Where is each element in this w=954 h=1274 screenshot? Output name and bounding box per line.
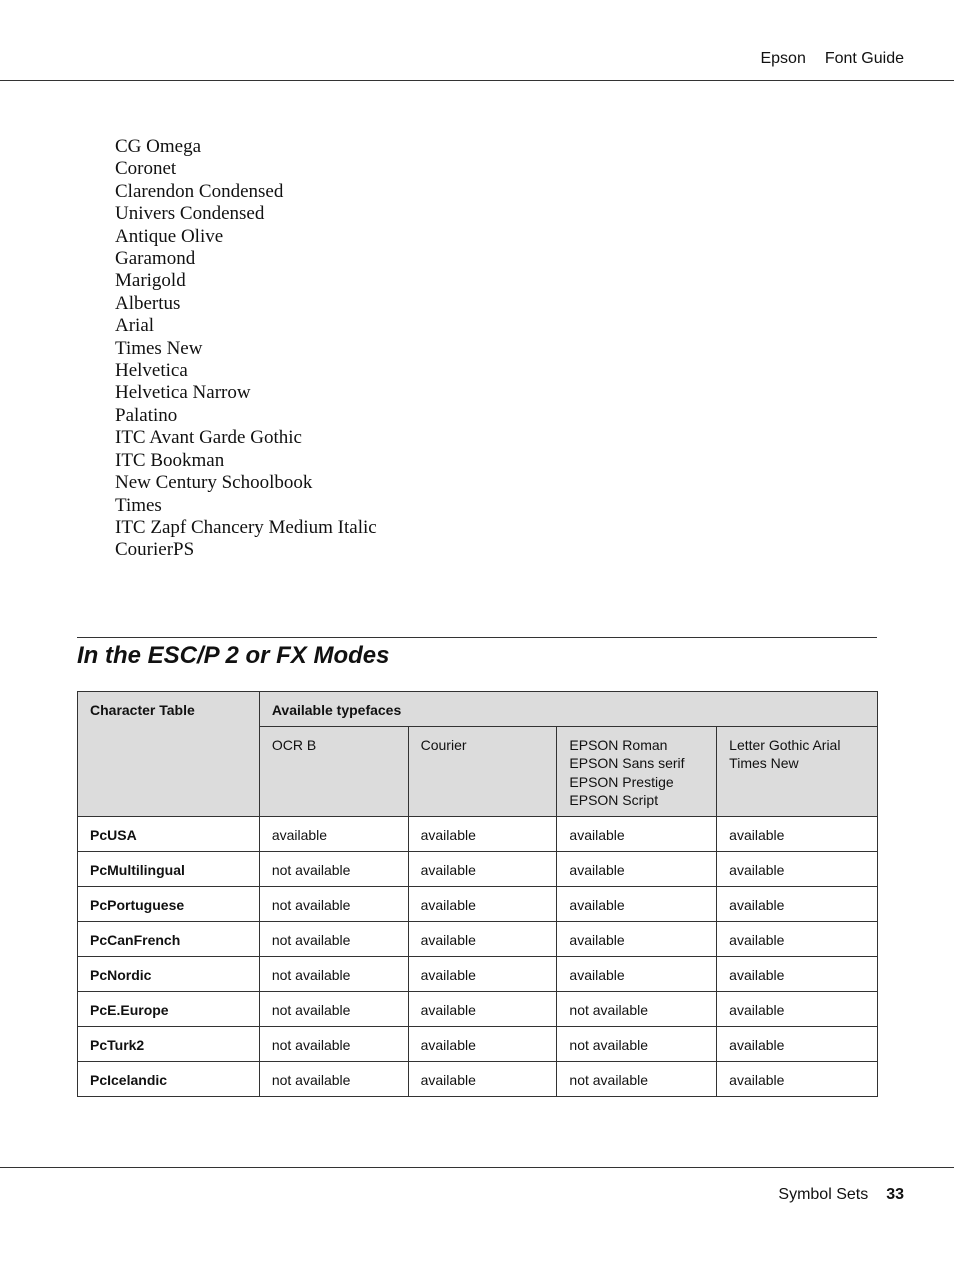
availability-cell: not available bbox=[259, 1061, 408, 1096]
availability-cell: not available bbox=[259, 1026, 408, 1061]
availability-cell: not available bbox=[259, 851, 408, 886]
table-row bbox=[78, 991, 878, 1026]
table-header-row bbox=[78, 692, 878, 727]
typeface-header-cell bbox=[557, 726, 717, 816]
font-list-item: ITC Avant Garde Gothic bbox=[115, 427, 302, 449]
availability-cell: not available bbox=[557, 1061, 717, 1096]
typeface-name: EPSON Roman bbox=[569, 736, 668, 753]
font-list-item: Arial bbox=[115, 315, 155, 337]
header-character-table: Character Table bbox=[78, 692, 260, 817]
availability-cell: available bbox=[717, 886, 878, 921]
character-table-name: PcNordic bbox=[78, 956, 260, 991]
availability-cell: available bbox=[717, 1061, 878, 1096]
table-row bbox=[78, 851, 878, 886]
availability-cell: available bbox=[717, 816, 878, 851]
font-list-item: Times bbox=[115, 494, 162, 516]
symbol-set-table bbox=[77, 691, 878, 1097]
header-brand: Epson bbox=[760, 50, 806, 67]
character-table-name: PcCanFrench bbox=[78, 921, 260, 956]
font-list-item: Univers Condensed bbox=[115, 203, 265, 225]
availability-cell: not available bbox=[259, 886, 408, 921]
availability-cell: available bbox=[408, 991, 557, 1026]
availability-cell: available bbox=[408, 921, 557, 956]
availability-cell: available bbox=[259, 816, 408, 851]
font-list-item: Palatino bbox=[115, 404, 178, 426]
table-row bbox=[78, 816, 878, 851]
header-text bbox=[760, 50, 904, 68]
availability-cell: not available bbox=[259, 956, 408, 991]
availability-cell: available bbox=[408, 1061, 557, 1096]
page-header bbox=[0, 0, 954, 81]
header-doc-title: Font Guide bbox=[824, 50, 904, 67]
font-list-item: Albertus bbox=[115, 292, 181, 314]
availability-cell: not available bbox=[259, 991, 408, 1026]
typeface-name: Times New bbox=[729, 755, 799, 771]
footer-section-name: Symbol Sets bbox=[778, 1186, 869, 1203]
availability-cell: available bbox=[717, 956, 878, 991]
availability-cell: available bbox=[557, 921, 717, 956]
availability-cell: not available bbox=[259, 921, 408, 956]
font-list-item: Clarendon Condensed bbox=[115, 180, 284, 202]
page-number: 33 bbox=[886, 1186, 904, 1203]
availability-cell: available bbox=[557, 816, 717, 851]
typeface-name: EPSON Sans serif bbox=[569, 755, 685, 771]
font-list-item: Times New bbox=[115, 337, 203, 359]
table-row bbox=[78, 1026, 878, 1061]
availability-cell: available bbox=[717, 921, 878, 956]
availability-cell: available bbox=[717, 991, 878, 1026]
font-list-item: Helvetica Narrow bbox=[115, 382, 251, 404]
character-table-name: PcPortuguese bbox=[78, 886, 260, 921]
character-table-name: PcIcelandic bbox=[78, 1061, 260, 1096]
character-table-name: PcE.Europe bbox=[78, 991, 260, 1026]
font-list-item: ITC Zapf Chancery Medium Italic bbox=[115, 516, 377, 538]
typeface-name: OCR B bbox=[271, 736, 317, 753]
font-list-item: CG Omega bbox=[115, 136, 202, 157]
font-list-item: Antique Olive bbox=[115, 225, 224, 247]
font-list-item: ITC Bookman bbox=[115, 449, 225, 471]
font-list-item: CourierPS bbox=[115, 539, 195, 561]
font-list-item: New Century Schoolbook bbox=[115, 472, 313, 494]
availability-cell: available bbox=[408, 886, 557, 921]
page-footer-rule bbox=[0, 1167, 954, 1168]
font-list-item: Garamond bbox=[115, 248, 196, 270]
availability-cell: available bbox=[717, 1026, 878, 1061]
typeface-name: EPSON Script bbox=[569, 792, 659, 808]
table-row bbox=[78, 956, 878, 991]
font-list-item: Helvetica bbox=[115, 360, 188, 382]
typeface-name: EPSON Prestige bbox=[569, 773, 674, 790]
typeface-header-cell bbox=[717, 726, 878, 816]
availability-cell: available bbox=[408, 851, 557, 886]
font-list-item: Marigold bbox=[115, 270, 186, 292]
typeface-header-cell bbox=[259, 726, 408, 816]
typeface-name: Letter Gothic Arial bbox=[729, 736, 841, 753]
availability-cell: available bbox=[557, 886, 717, 921]
typeface-name: Courier bbox=[420, 736, 467, 753]
availability-cell: available bbox=[717, 851, 878, 886]
availability-cell: available bbox=[408, 956, 557, 991]
availability-cell: available bbox=[557, 851, 717, 886]
font-list bbox=[115, 136, 377, 562]
header-available-typefaces: Available typefaces bbox=[259, 692, 877, 727]
character-table-name: PcTurk2 bbox=[78, 1026, 260, 1061]
table-row bbox=[78, 921, 878, 956]
character-table-name: PcUSA bbox=[78, 816, 260, 851]
page-footer bbox=[778, 1186, 904, 1204]
font-list-item: Coronet bbox=[115, 158, 177, 180]
availability-cell: not available bbox=[557, 991, 717, 1026]
character-table-name: PcMultilingual bbox=[78, 851, 260, 886]
typeface-header-cell bbox=[408, 726, 557, 816]
availability-cell: available bbox=[408, 816, 557, 851]
availability-cell: not available bbox=[557, 1026, 717, 1061]
availability-cell: available bbox=[408, 1026, 557, 1061]
table-row bbox=[78, 1061, 878, 1096]
section-title: In the ESC/P 2 or FX Modes bbox=[77, 642, 390, 669]
availability-cell: available bbox=[557, 956, 717, 991]
table-row bbox=[78, 886, 878, 921]
